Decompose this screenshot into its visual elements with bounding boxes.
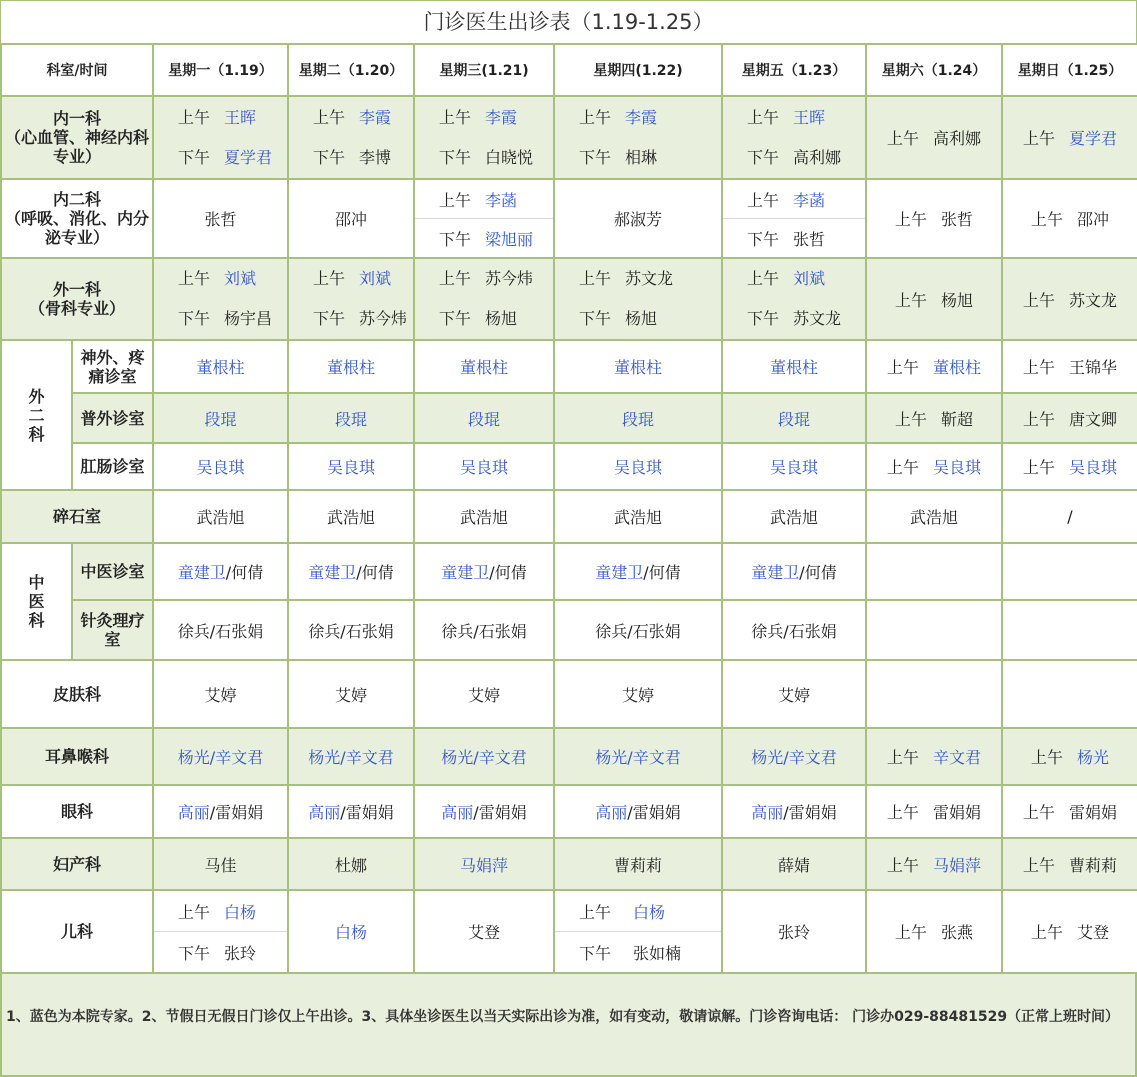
cell-text [723,98,865,138]
doctor: 杨旭 [485,309,518,328]
cell-text: 曹莉莉 [1069,855,1118,875]
cell-text: 高丽 [308,803,341,822]
table-cell [554,890,722,973]
table-cell [866,838,1002,890]
cell-text: 上午 [886,855,919,875]
row-waike2-gangchang [1,443,1137,490]
cell-text [154,259,287,299]
table-cell [414,96,554,179]
dept-waike1: 外一科 （骨科专业） [1,258,153,340]
table-cell [866,393,1002,443]
dept-neike1: 内一科 （心血管、神经内科专业） [1,96,153,179]
label-pm: 下午 [439,147,472,167]
doctor: 曹莉莉 [554,838,722,890]
doctor: 苏文龙 [625,269,674,288]
sub-puwai: 普外诊室 [72,393,153,443]
table-cell [1002,890,1137,973]
row-zhongyi-zy [1,543,1137,600]
cell-text [415,180,553,257]
table-cell [1002,340,1137,393]
doctor: 吴良琪 [288,443,414,490]
doctor: 艾婷 [414,660,554,728]
doctor: 郝淑芳 [554,179,722,258]
doctor: 艾婷 [288,660,414,728]
table-cell [866,728,1002,785]
table-cell [866,340,1002,393]
table-cell [722,258,866,340]
table-cell [554,96,722,179]
cell-text: /何倩 [356,563,394,582]
doctor: 吴良琪 [414,443,554,490]
schedule-table [0,43,1137,974]
table-cell [554,785,722,838]
footer-note: 1、蓝色为本院专家。2、节假日无假日门诊仅上午出诊。3、具体坐诊医生以当天实际出诊为准，如有变动，敬请谅解。门诊咨询电话： 门诊办029-88481529（正常上班时间） [0,974,1137,1077]
row-suishi [1,490,1137,543]
doctor: 马娟萍 [414,838,554,890]
cell-text: 上午 [1022,458,1055,477]
doctor: 邵冲 [1077,210,1110,229]
doctor: 武浩旭 [866,490,1002,543]
table-cell [288,96,414,179]
cell-text [289,138,413,178]
cell-text: 童建卫 [177,563,226,582]
doctor: 夏学君 [1069,129,1118,148]
table-cell [1002,838,1137,890]
doctor: 白杨 [288,890,414,973]
doctor: 刘斌 [359,269,392,288]
table-cell [866,543,1002,600]
cell-text [154,931,287,972]
cell-text [415,138,553,178]
table-cell [554,258,722,340]
label-am: 上午 [313,107,346,127]
cell-text [415,218,553,257]
doctor: 王晖 [224,107,257,127]
table-cell [153,890,288,973]
label-am: 上午 [178,107,211,127]
doctor: 梁旭丽 [485,229,534,249]
cell-text: 下午 [313,309,346,328]
table-cell [722,96,866,179]
label-am: 上午 [579,107,612,127]
cell-text [555,98,721,138]
doctor: 杨旭 [625,309,658,328]
cell-text [415,180,553,218]
doctor: 徐兵/石张娟 [722,600,866,660]
table-cell [1002,393,1137,443]
doctor: 刘斌 [224,269,257,288]
table-cell [1002,543,1137,600]
label-am: 上午 [439,107,472,127]
table-cell [414,785,554,838]
table-cell [1002,258,1137,340]
doctor: 杨光/辛文君 [554,728,722,785]
cell-text: 上午 [1022,290,1055,310]
row-pifu [1,660,1137,728]
doctor: 苏今炜 [359,309,408,328]
table-cell [722,543,866,600]
cell-text: 马娟萍 [933,855,982,875]
doctor: 徐兵/石张娟 [288,600,414,660]
doctor: 段琨 [554,393,722,443]
sub-gangchang: 肛肠诊室 [72,443,153,490]
doctor: 张哲 [941,210,974,229]
cell-text: 上午 [1022,803,1055,822]
cell-text: 下午 [178,309,211,328]
cell-text [723,299,865,339]
cell-text: 上午 [313,269,346,288]
doctor: 王晖 [793,107,826,127]
cell-text: 白杨 [224,902,257,922]
row-erbi [1,728,1137,785]
cell-text: /何倩 [225,563,264,582]
cell-text [154,891,287,931]
label-pm: 下午 [579,147,612,167]
doctor: 段琨 [153,393,288,443]
label-am: 上午 [747,107,780,127]
doctor: 艾婷 [722,660,866,728]
cell-text: 杨光 [1077,748,1110,767]
table-cell [1002,179,1137,258]
header-mon: 星期一（1.19） [153,44,288,96]
cell-text: 下午 [579,309,612,328]
doctor: 高利娜 [793,147,842,167]
cell-text: 上午 [747,190,780,210]
cell-text [555,891,721,931]
dept-neike2: 内二科 （呼吸、消化、内分泌专业） [1,179,153,258]
doctor: 杨光/辛文君 [722,728,866,785]
cell-text: 上午 [178,269,211,288]
table-cell [722,785,866,838]
doctor: 武浩旭 [153,490,288,543]
cell-text [415,299,553,339]
cell-text: 上午 [886,748,919,767]
cell-text: 上午 [886,803,919,822]
doctor: 张哲 [153,179,288,258]
doctor: 李霞 [625,107,658,127]
cell-text: 下午 [178,943,211,963]
table-cell [866,258,1002,340]
row-erke [1,890,1137,973]
cell-text: 下午 [747,309,780,328]
doctor: 吴良琪 [1069,458,1118,477]
cell-sun [1002,96,1137,179]
cell-text: 张玲 [224,943,257,963]
cell-text [289,259,413,299]
table-cell [866,179,1002,258]
doctor: 苏文龙 [1069,290,1118,310]
doctor: 李菡 [485,190,518,210]
cell-text: 上午 [1030,748,1063,767]
doctor: 靳超 [941,409,974,429]
table-cell [153,543,288,600]
doctor: 艾婷 [153,660,288,728]
table-cell [1002,728,1137,785]
header-tue: 星期二（1.20） [288,44,414,96]
header-dept-time: 科室/时间 [1,44,153,96]
doctor: 董根柱 [288,340,414,393]
row-waike2-puwai [1,393,1137,443]
label-pm: 下午 [747,147,780,167]
doctor: 段琨 [722,393,866,443]
cell-text [555,138,721,178]
cell-text: 童建卫 [308,563,357,582]
table-cell [288,258,414,340]
cell-text: 上午 [886,129,919,148]
cell-text: 上午 [1022,358,1055,377]
cell-text: 上午 [439,190,472,210]
doctor: 武浩旭 [554,490,722,543]
doctor: 董根柱 [554,340,722,393]
cell-text [415,98,553,138]
doctor: 艾婷 [554,660,722,728]
doctor: 唐文卿 [1069,409,1118,429]
cell-text [555,931,721,972]
header-sat: 星期六（1.24） [866,44,1002,96]
cell-text: 上午 [439,269,472,288]
doctor: 吴良琪 [933,458,982,477]
doctor: 杜娜 [288,838,414,890]
doctor: 武浩旭 [414,490,554,543]
cell-text: 上午 [886,458,919,477]
cell-text: 上午 [178,902,211,922]
label-pm: 下午 [178,147,211,167]
cell-text: 上午 [894,923,927,942]
cell-text: /雷娟娟 [473,803,527,822]
row-yan [1,785,1137,838]
row-neike2 [1,179,1137,258]
cell-text [723,138,865,178]
doctor: 张玲 [722,890,866,973]
cell-text [415,259,553,299]
cell-text: 上午 [1030,210,1063,229]
doctor: 段琨 [288,393,414,443]
table-cell [866,785,1002,838]
cell-text: 上午 [1022,855,1055,875]
cell-text: 童建卫 [441,563,490,582]
cell-text [555,259,721,299]
row-neike1 [1,96,1137,179]
doctor: 刘斌 [793,269,826,288]
cell-text: 上午 [579,269,612,288]
cell-text: /何倩 [489,563,527,582]
doctor: 高利娜 [933,129,982,148]
doctor: 杨光/辛文君 [414,728,554,785]
table-cell [1002,600,1137,660]
cell-text: 张燕 [941,923,974,942]
table-cell [288,785,414,838]
doctor: / [1002,490,1137,543]
table-cell [866,660,1002,728]
doctor: 杨光/辛文君 [153,728,288,785]
row-waike1 [1,258,1137,340]
table-cell [288,543,414,600]
cell-text: 上午 [1022,129,1055,148]
doctor: 王锦华 [1069,358,1118,377]
dept-erbi: 耳鼻喉科 [1,728,153,785]
cell-text: /雷娟娟 [627,803,681,822]
dept-erke: 儿科 [1,890,153,973]
doctor: 李博 [359,147,392,167]
cell-text: 上午 [894,210,927,229]
table-cell [414,543,554,600]
doctor: 徐兵/石张娟 [414,600,554,660]
cell-text: 高丽 [177,803,210,822]
dept-zhongyi: 中 医 科 [1,543,72,660]
cell-sat [866,96,1002,179]
doctor: 李霞 [359,107,392,127]
cell-text: 下午 [439,309,472,328]
cell-text: 童建卫 [595,563,644,582]
doctor: 徐兵/石张娟 [153,600,288,660]
cell-text: 下午 [579,943,612,963]
cell-text [154,891,287,972]
doctor: 马佳 [153,838,288,890]
table-cell [1002,443,1137,490]
doctor: 相琳 [625,147,658,167]
header-wed: 星期三(1.21) [414,44,554,96]
cell-text: 雷娟娟 [933,803,982,822]
doctor: 邵冲 [288,179,414,258]
doctor: 徐兵/石张娟 [554,600,722,660]
page-title: 门诊医生出诊表（1.19-1.25） [0,0,1137,43]
table-cell [866,890,1002,973]
cell-text: 高丽 [595,803,628,822]
cell-text [555,891,721,972]
cell-text: 辛文君 [933,748,982,767]
sub-zy: 中医诊室 [72,543,153,600]
doctor: 苏文龙 [793,309,842,328]
cell-text [555,299,721,339]
cell-text: /何倩 [643,563,681,582]
sub-shenwai: 神外、疼痛诊室 [72,340,153,393]
doctor: 段琨 [414,393,554,443]
doctor: 董根柱 [933,358,982,377]
cell-text [154,138,287,178]
cell-text: 白杨 [633,902,666,922]
row-waike2-shenwai [1,340,1137,393]
dept-fuchan: 妇产科 [1,838,153,890]
cell-text: 童建卫 [751,563,800,582]
label-pm: 下午 [313,147,346,167]
cell-text: 高丽 [751,803,784,822]
doctor: 苏今炜 [485,269,534,288]
cell-text: 下午 [747,229,780,249]
doctor: 白晓悦 [485,147,534,167]
cell-text: /雷娟娟 [783,803,837,822]
cell-text [723,259,865,299]
header-row [1,44,1137,96]
table-cell [414,179,554,258]
cell-text: 张如楠 [633,943,682,963]
doctor: 吴良琪 [153,443,288,490]
cell-text [154,98,287,138]
cell-text: 下午 [439,229,472,249]
table-cell [153,258,288,340]
doctor: 吴良琪 [722,443,866,490]
doctor: 夏学君 [224,147,273,167]
cell-text [723,180,865,257]
doctor: 李菡 [793,190,826,210]
table-cell [866,443,1002,490]
header-sun: 星期日（1.25） [1002,44,1137,96]
cell-text: 上午 [894,409,927,429]
doctor: 武浩旭 [722,490,866,543]
dept-yan: 眼科 [1,785,153,838]
cell-text: /雷娟娟 [340,803,394,822]
doctor: 艾登 [414,890,554,973]
row-fuchan [1,838,1137,890]
cell-text: /雷娟娟 [209,803,264,822]
doctor: 杨光/辛文君 [288,728,414,785]
dept-suishi: 碎石室 [1,490,153,543]
doctor: 杨旭 [941,290,974,310]
cell-text: 雷娟娟 [1069,803,1118,822]
dept-pifu: 皮肤科 [1,660,153,728]
doctor: 董根柱 [153,340,288,393]
doctor: 董根柱 [722,340,866,393]
cell-text: 上午 [579,902,612,922]
table-cell [153,785,288,838]
header-fri: 星期五（1.23） [722,44,866,96]
sub-zj: 针灸理疗室 [72,600,153,660]
cell-text: 上午 [886,358,919,377]
doctor: 董根柱 [414,340,554,393]
cell-text [723,180,865,218]
doctor: 李霞 [485,107,518,127]
cell-text: 上午 [1022,409,1055,429]
doctor: 薛婧 [722,838,866,890]
cell-text [289,98,413,138]
cell-text [154,299,287,339]
table-cell [414,258,554,340]
cell-text: /何倩 [799,563,837,582]
cell-text: 上午 [747,269,780,288]
cell-text: 上午 [1030,923,1063,942]
table-cell [554,543,722,600]
row-zhongyi-zj [1,600,1137,660]
table-cell [722,179,866,258]
table-cell [1002,660,1137,728]
cell-text: 艾登 [1077,923,1110,942]
dept-waike2: 外 二 科 [1,340,72,490]
cell-text: 高丽 [441,803,474,822]
doctor: 张哲 [793,229,826,249]
table-cell [1002,785,1137,838]
header-thu: 星期四(1.22) [554,44,722,96]
table-cell [153,96,288,179]
doctor: 武浩旭 [288,490,414,543]
cell-text [723,218,865,257]
doctor: 吴良琪 [554,443,722,490]
table-cell [866,600,1002,660]
cell-text: 上午 [894,290,927,310]
doctor: 杨宇昌 [224,309,273,328]
cell-text [289,299,413,339]
